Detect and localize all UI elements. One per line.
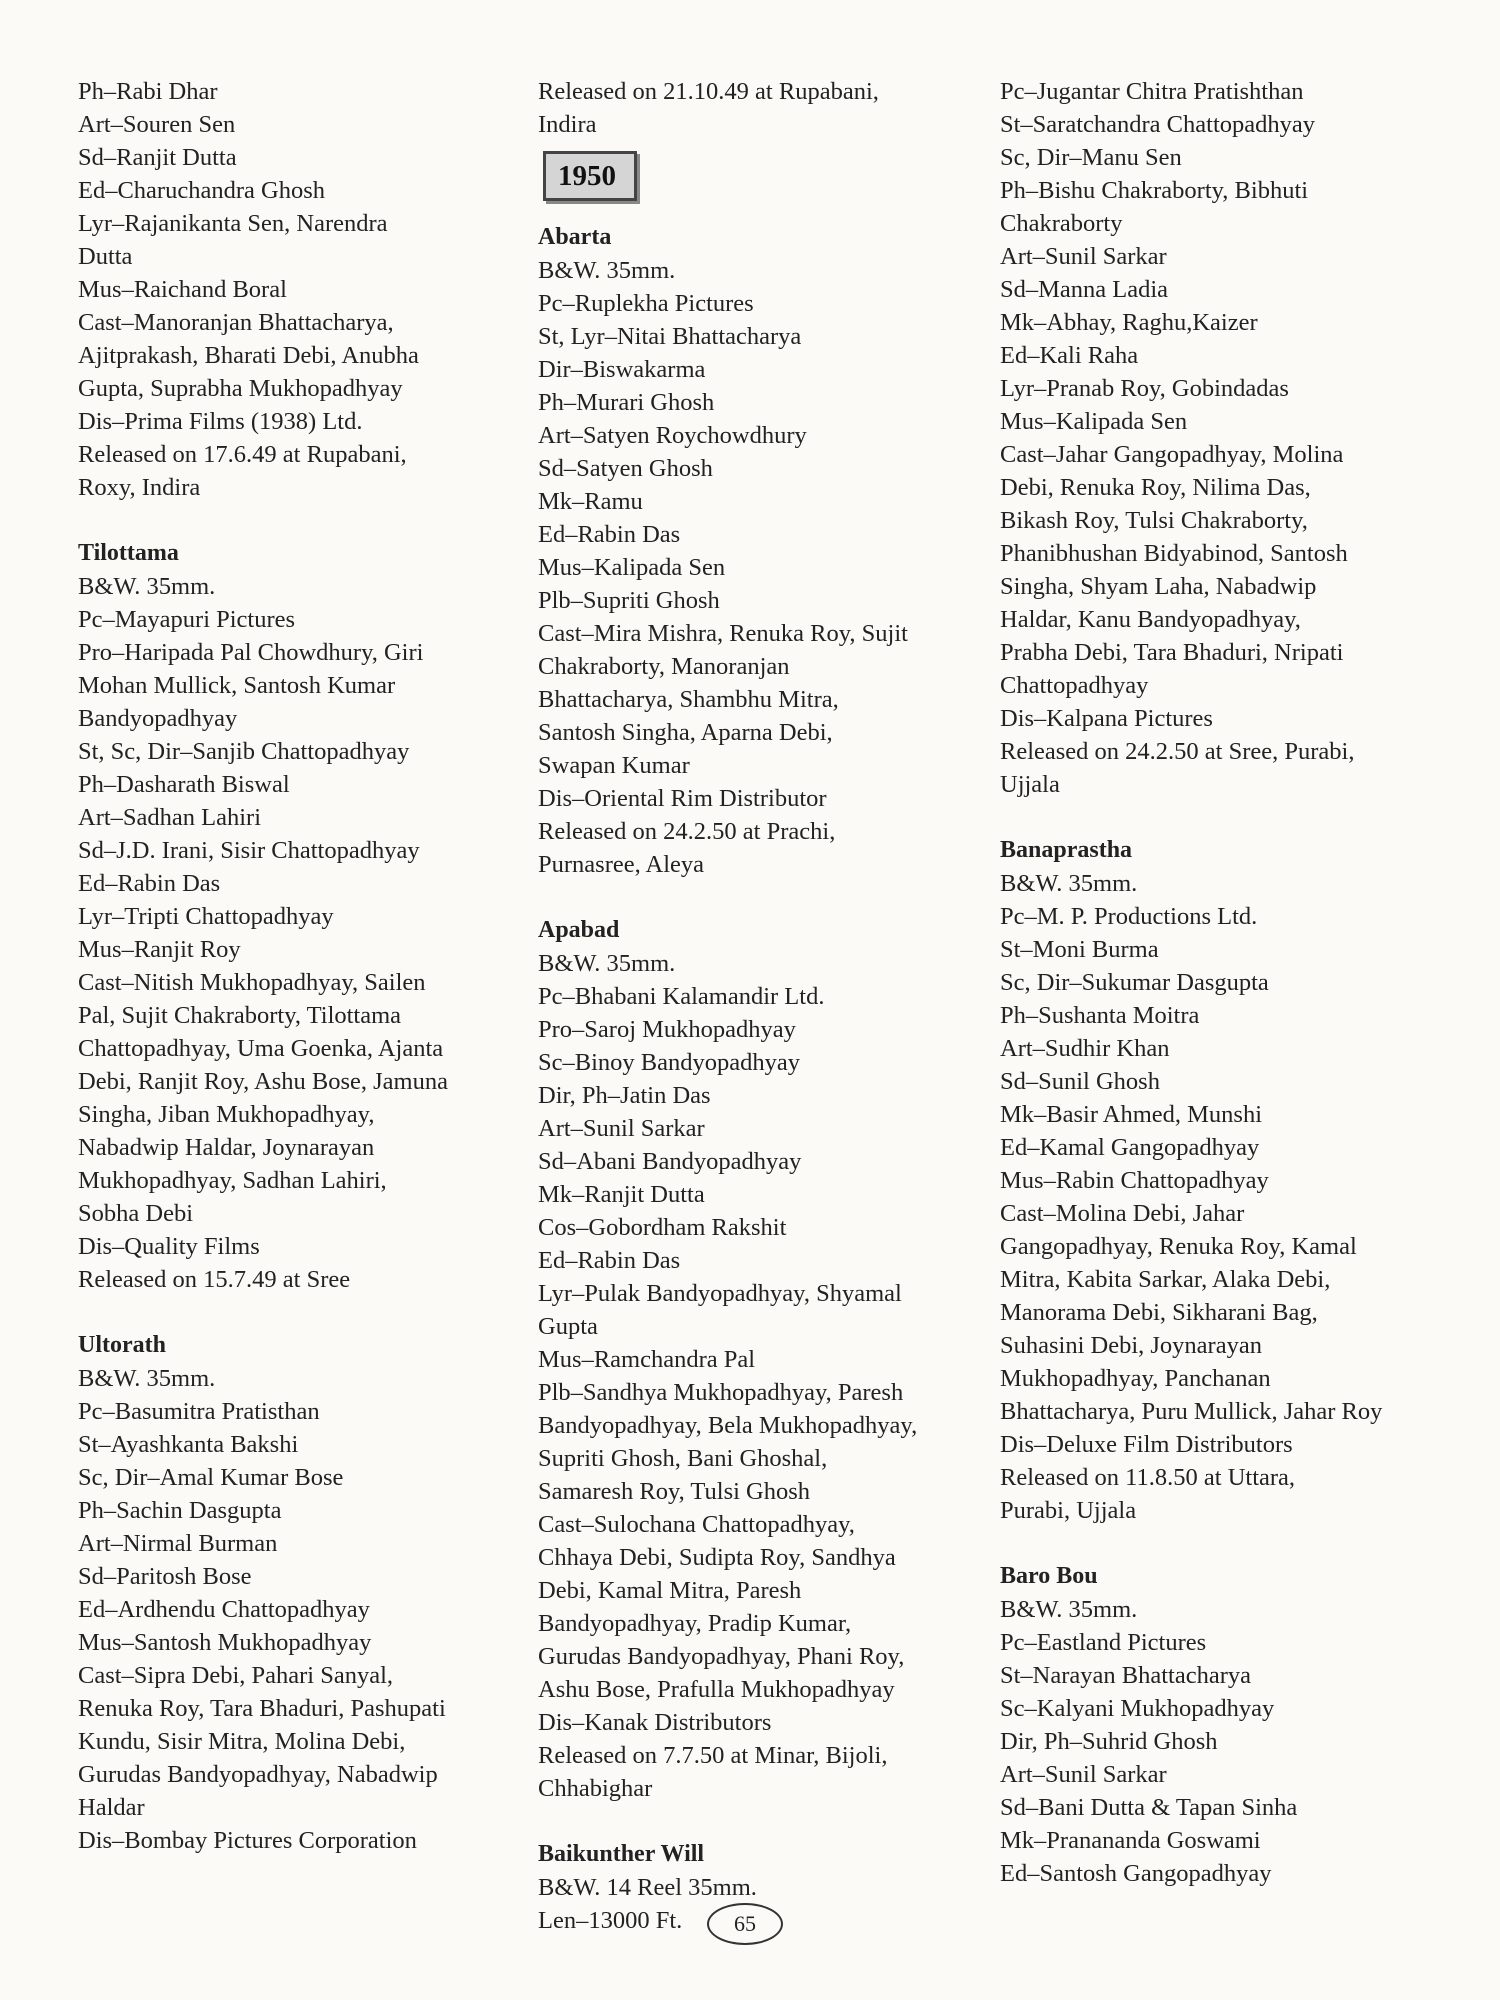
credit-line: Nabadwip Haldar, Joynarayan	[78, 1134, 375, 1161]
credit-line: B&W. 35mm.	[1000, 870, 1138, 897]
credit-line: Phanibhushan Bidyabinod, Santosh	[1000, 540, 1348, 567]
credit-line: Kundu, Sisir Mitra, Molina Debi,	[78, 1728, 406, 1755]
credit-line: Pc–Basumitra Pratisthan	[78, 1398, 320, 1425]
credit-line: Art–Nirmal Burman	[78, 1530, 278, 1557]
entry-spacer	[538, 1805, 978, 1838]
credit-line: Ph–Dasharath Biswal	[78, 771, 290, 798]
credit-line: Released on 7.7.50 at Minar, Bijoli,	[538, 1742, 888, 1769]
column-left	[78, 75, 518, 1857]
credit-line: St–Moni Burma	[1000, 936, 1159, 963]
credit-line: Samaresh Roy, Tulsi Ghosh	[538, 1478, 811, 1505]
credit-line: Ed–Kali Raha	[1000, 342, 1139, 369]
credit-line: Bandyopadhyay, Pradip Kumar,	[538, 1610, 852, 1637]
credit-line: Released on 24.2.50 at Sree, Purabi,	[1000, 738, 1355, 765]
credit-line: Ph–Sushanta Moitra	[1000, 1002, 1200, 1029]
credit-line: Manorama Debi, Sikharani Bag,	[1000, 1299, 1318, 1326]
credit-line: Chakraborty	[1000, 210, 1123, 237]
credit-line: Lyr–Rajanikanta Sen, Narendra	[78, 210, 388, 237]
credit-line: St–Saratchandra Chattopadhyay	[1000, 111, 1316, 138]
credit-line: Sc, Dir–Amal Kumar Bose	[78, 1464, 344, 1491]
film-title: Abarta	[538, 224, 612, 250]
entry-spacer	[538, 881, 978, 914]
credit-line: Ed–Kamal Gangopadhyay	[1000, 1134, 1260, 1161]
film-title: Apabad	[538, 917, 620, 943]
credit-line: Haldar, Kanu Bandyopadhyay,	[1000, 606, 1301, 633]
credit-line: Ph–Murari Ghosh	[538, 389, 715, 416]
credit-line: Pc–Jugantar Chitra Pratishthan	[1000, 78, 1304, 105]
credit-line: Debi, Ranjit Roy, Ashu Bose, Jamuna	[78, 1068, 448, 1095]
credit-line: B&W. 35mm.	[78, 573, 216, 600]
credit-line: Art–Souren Sen	[78, 111, 236, 138]
film-title: Baikunther Will	[538, 1841, 705, 1867]
credit-line: Debi, Kamal Mitra, Paresh	[538, 1577, 802, 1604]
credit-line: Mohan Mullick, Santosh Kumar	[78, 672, 396, 699]
credit-line: Sobha Debi	[78, 1200, 193, 1227]
credit-line: Indira	[538, 111, 597, 138]
credit-line: Gupta	[538, 1313, 598, 1340]
credit-line: Mus–Ranjit Roy	[78, 936, 241, 963]
credit-line: Supriti Ghosh, Bani Ghoshal,	[538, 1445, 828, 1472]
credit-line: Cast–Jahar Gangopadhyay, Molina	[1000, 441, 1344, 468]
credit-line: Sc, Dir–Sukumar Dasgupta	[1000, 969, 1269, 996]
credit-line: Art–Sunil Sarkar	[1000, 1761, 1167, 1788]
credit-line: Singha, Jiban Mukhopadhyay,	[78, 1101, 375, 1128]
credit-line: Sd–Manna Ladia	[1000, 276, 1169, 303]
credit-line: Dir–Biswakarma	[538, 356, 706, 383]
credit-line: Debi, Renuka Roy, Nilima Das,	[1000, 474, 1311, 501]
credit-line: B&W. 35mm.	[1000, 1596, 1138, 1623]
credit-line: Dis–Oriental Rim Distributor	[538, 785, 827, 812]
credit-line: Roxy, Indira	[78, 474, 201, 501]
credit-line: Pc–M. P. Productions Ltd.	[1000, 903, 1258, 930]
credit-line: Suhasini Debi, Joynarayan	[1000, 1332, 1262, 1359]
credit-line: Chattopadhyay, Uma Goenka, Ajanta	[78, 1035, 444, 1062]
credit-line: Pc–Bhabani Kalamandir Ltd.	[538, 983, 825, 1010]
credit-line: Cast–Nitish Mukhopadhyay, Sailen	[78, 969, 426, 996]
credit-line: Chhaya Debi, Sudipta Roy, Sandhya	[538, 1544, 896, 1571]
credit-line: Cast–Molina Debi, Jahar	[1000, 1200, 1245, 1227]
credit-line: Plb–Sandhya Mukhopadhyay, Paresh	[538, 1379, 904, 1406]
credit-line: Mk–Basir Ahmed, Munshi	[1000, 1101, 1263, 1128]
column-middle	[538, 75, 978, 1937]
credit-line: B&W. 35mm.	[78, 1365, 216, 1392]
credit-line: Released on 17.6.49 at Rupabani,	[78, 441, 407, 468]
credit-line: Mk–Ranjit Dutta	[538, 1181, 705, 1208]
credit-line: Gurudas Bandyopadhyay, Phani Roy,	[538, 1643, 905, 1670]
credit-line: Ph–Bishu Chakraborty, Bibhuti	[1000, 177, 1309, 204]
film-title: Tilottama	[78, 540, 179, 566]
credit-line: Art–Sunil Sarkar	[538, 1115, 705, 1142]
credit-line: Mitra, Kabita Sarkar, Alaka Debi,	[1000, 1266, 1331, 1293]
credit-line: Chhabighar	[538, 1775, 653, 1802]
credit-line: Dis–Quality Films	[78, 1233, 260, 1260]
credit-line: Lyr–Tripti Chattopadhyay	[78, 903, 334, 930]
credit-line: Bhattacharya, Shambhu Mitra,	[538, 686, 839, 713]
credit-line: Ujjala	[1000, 771, 1060, 798]
credit-line: Ed–Charuchandra Ghosh	[78, 177, 325, 204]
credit-line: Sc–Binoy Bandyopadhyay	[538, 1049, 800, 1076]
credit-line: Bikash Roy, Tulsi Chakraborty,	[1000, 507, 1308, 534]
credit-line: Released on 21.10.49 at Rupabani,	[538, 78, 879, 105]
credit-line: Dutta	[78, 243, 133, 270]
credit-line: Art–Sudhir Khan	[1000, 1035, 1170, 1062]
credit-line: Dis–Kalpana Pictures	[1000, 705, 1213, 732]
credit-line: Mus–Ramchandra Pal	[538, 1346, 756, 1373]
credit-line: Chakraborty, Manoranjan	[538, 653, 790, 680]
credit-line: Dis–Kanak Distributors	[538, 1709, 772, 1736]
column-right	[1000, 75, 1440, 1890]
credit-line: Swapan Kumar	[538, 752, 690, 779]
credit-line: Lyr–Pranab Roy, Gobindadas	[1000, 375, 1289, 402]
credit-line: Dis–Deluxe Film Distributors	[1000, 1431, 1293, 1458]
credit-line: Ph–Rabi Dhar	[78, 78, 218, 105]
credit-line: St, Lyr–Nitai Bhattacharya	[538, 323, 802, 350]
credit-line: Sd–Bani Dutta & Tapan Sinha	[1000, 1794, 1298, 1821]
credit-line: Ed–Rabin Das	[538, 521, 681, 548]
credit-line: Bhattacharya, Puru Mullick, Jahar Roy	[1000, 1398, 1383, 1425]
credit-line: Purabi, Ujjala	[1000, 1497, 1137, 1524]
credit-line: Sd–J.D. Irani, Sisir Chattopadhyay	[78, 837, 420, 864]
credit-line: Pal, Sujit Chakraborty, Tilottama	[78, 1002, 402, 1029]
credit-line: Ph–Sachin Dasgupta	[78, 1497, 282, 1524]
credit-line: Chattopadhyay	[1000, 672, 1149, 699]
credit-line: Santosh Singha, Aparna Debi,	[538, 719, 833, 746]
credit-line: Pro–Haripada Pal Chowdhury, Giri	[78, 639, 424, 666]
credit-line: Mukhopadhyay, Panchanan	[1000, 1365, 1271, 1392]
credit-line: Sc–Kalyani Mukhopadhyay	[1000, 1695, 1275, 1722]
credit-line: St, Sc, Dir–Sanjib Chattopadhyay	[78, 738, 410, 765]
credit-line: Purnasree, Aleya	[538, 851, 704, 878]
credit-line: Plb–Supriti Ghosh	[538, 587, 720, 614]
credit-line: Released on 15.7.49 at Sree	[78, 1266, 351, 1293]
credit-line: B&W. 35mm.	[538, 950, 676, 977]
credit-line: Released on 24.2.50 at Prachi,	[538, 818, 836, 845]
credit-line: Mus–Raichand Boral	[78, 276, 287, 303]
credit-line: Sd–Abani Bandyopadhyay	[538, 1148, 802, 1175]
credit-line: Ajitprakash, Bharati Debi, Anubha	[78, 342, 419, 369]
credit-line: Bandyopadhyay, Bela Mukhopadhyay,	[538, 1412, 918, 1439]
credit-line: Gangopadhyay, Renuka Roy, Kamal	[1000, 1233, 1357, 1260]
entry-spacer	[1000, 801, 1440, 834]
entry-spacer	[1000, 1527, 1440, 1560]
credit-line: Art–Satyen Roychowdhury	[538, 422, 807, 449]
credit-line: Released on 11.8.50 at Uttara,	[1000, 1464, 1296, 1491]
credit-line: Cast–Mira Mishra, Renuka Roy, Sujit	[538, 620, 908, 647]
credit-line: Pro–Saroj Mukhopadhyay	[538, 1016, 796, 1043]
credit-line: Gurudas Bandyopadhyay, Nabadwip	[78, 1761, 438, 1788]
credit-line: B&W. 14 Reel 35mm.	[538, 1874, 757, 1901]
credit-line: Dis–Bombay Pictures Corporation	[78, 1827, 417, 1854]
credit-line: Dis–Prima Films (1938) Ltd.	[78, 408, 363, 435]
credit-line: Pc–Mayapuri Pictures	[78, 606, 296, 633]
credit-line: Ed–Rabin Das	[538, 1247, 681, 1274]
credit-line: Sc, Dir–Manu Sen	[1000, 144, 1182, 171]
credit-line: Sd–Satyen Ghosh	[538, 455, 713, 482]
credit-line: Cast–Manoranjan Bhattacharya,	[78, 309, 394, 336]
credit-line: Cast–Sulochana Chattopadhyay,	[538, 1511, 855, 1538]
credit-line: Lyr–Pulak Bandyopadhyay, Shyamal	[538, 1280, 902, 1307]
credit-line: Mk–Pranananda Goswami	[1000, 1827, 1261, 1854]
credit-line: Bandyopadhyay	[78, 705, 238, 732]
credit-line: Mus–Kalipada Sen	[1000, 408, 1188, 435]
credit-line: Singha, Shyam Laha, Nabadwip	[1000, 573, 1317, 600]
credit-line: Prabha Debi, Tara Bhaduri, Nripati	[1000, 639, 1344, 666]
credit-line: B&W. 35mm.	[538, 257, 676, 284]
entry-spacer	[78, 1296, 518, 1329]
credit-line: Cast–Sipra Debi, Pahari Sanyal,	[78, 1662, 394, 1689]
credit-line: Pc–Ruplekha Pictures	[538, 290, 754, 317]
credit-line: Sd–Ranjit Dutta	[78, 144, 237, 171]
credit-line: Mk–Abhay, Raghu,Kaizer	[1000, 309, 1258, 336]
credit-line: St–Ayashkanta Bakshi	[78, 1431, 299, 1458]
credit-line: Art–Sunil Sarkar	[1000, 243, 1167, 270]
credit-line: Dir, Ph–Suhrid Ghosh	[1000, 1728, 1218, 1755]
credit-line: Mus–Rabin Chattopadhyay	[1000, 1167, 1269, 1194]
credit-line: Dir, Ph–Jatin Das	[538, 1082, 711, 1109]
credit-line: Mus–Santosh Mukhopadhyay	[78, 1629, 372, 1656]
entry-spacer	[78, 504, 518, 537]
year-heading: 1950	[543, 151, 637, 201]
credit-line: Sd–Sunil Ghosh	[1000, 1068, 1160, 1095]
film-title: Banaprastha	[1000, 837, 1133, 863]
credit-line: Pc–Eastland Pictures	[1000, 1629, 1207, 1656]
film-title: Ultorath	[78, 1332, 166, 1358]
credit-line: Ed–Santosh Gangopadhyay	[1000, 1860, 1272, 1887]
credit-line: Ed–Rabin Das	[78, 870, 221, 897]
film-title: Baro Bou	[1000, 1563, 1098, 1589]
credit-line: Mk–Ramu	[538, 488, 643, 515]
credit-line: Len–13000 Ft.	[538, 1907, 683, 1934]
credit-line: Haldar	[78, 1794, 145, 1821]
credit-line: Ashu Bose, Prafulla Mukhopadhyay	[538, 1676, 895, 1703]
credit-line: Mukhopadhyay, Sadhan Lahiri,	[78, 1167, 387, 1194]
credit-line: Cos–Gobordham Rakshit	[538, 1214, 787, 1241]
credit-line: Art–Sadhan Lahiri	[78, 804, 262, 831]
credit-line: Sd–Paritosh Bose	[78, 1563, 252, 1590]
credit-line: Renuka Roy, Tara Bhaduri, Pashupati	[78, 1695, 446, 1722]
credit-line: Mus–Kalipada Sen	[538, 554, 726, 581]
credit-line: Gupta, Suprabha Mukhopadhyay	[78, 375, 403, 402]
credit-line: Ed–Ardhendu Chattopadhyay	[78, 1596, 370, 1623]
page-number: 65	[707, 1903, 783, 1945]
credit-line: St–Narayan Bhattacharya	[1000, 1662, 1252, 1689]
